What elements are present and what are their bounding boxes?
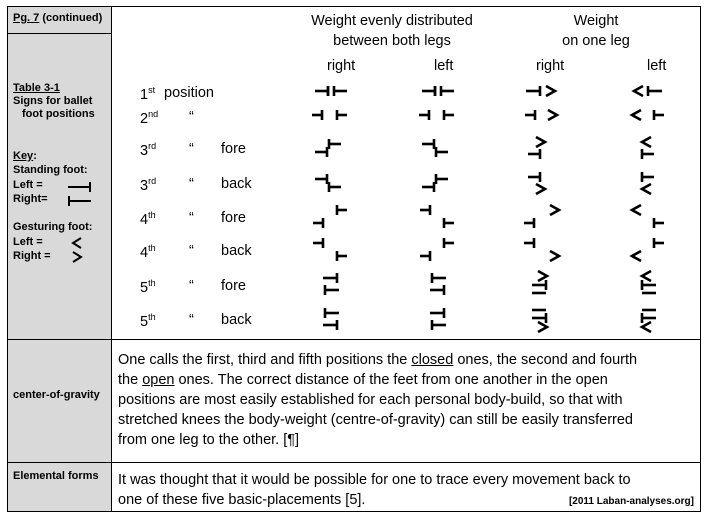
- cog-label: center-of-gravity: [13, 389, 100, 401]
- header-even: Weight evenly distributed between both legs: [311, 13, 473, 49]
- main-content: [112, 7, 700, 511]
- foot-sign-icon: [520, 100, 564, 130]
- foot-sign-icon: [520, 304, 564, 334]
- document-frame: [7, 6, 701, 512]
- sidebar-divider-1: [8, 339, 112, 340]
- foot-sign-icon: [416, 304, 460, 334]
- page-label: Pg. 7 (continued): [13, 12, 103, 24]
- row-label-number: 5th: [140, 312, 156, 330]
- cog-paragraph: One calls the first, third and fifth positions the closed ones, the second and fourth the open ones. The correct distance of the feet from one another in the open positions are most easily established for each personal body-build, so that with stretched knees the body-weight (centre-of-gravity) can still be easily transferred from one leg to the other. [¶]: [118, 352, 638, 448]
- row-label-ditto: “: [189, 210, 194, 226]
- row-label-number: 4th: [140, 243, 156, 261]
- subheader-left-1: left: [434, 58, 454, 74]
- subheader-left-2: left: [647, 58, 667, 74]
- foot-sign-icon: [520, 133, 564, 163]
- foot-sign-icon: [416, 235, 460, 265]
- foot-sign-icon: [416, 100, 460, 130]
- row-label-number: 5th: [140, 278, 156, 296]
- sidebar-divider-2: [8, 462, 112, 463]
- header-one: Weight on one leg: [562, 13, 630, 49]
- gest-left-label: Left =: [13, 236, 43, 248]
- row-label-word: back: [221, 176, 252, 192]
- subheader-right-1: right: [327, 58, 356, 74]
- foot-sign-icon: [626, 168, 670, 198]
- foot-sign-icon: [309, 133, 353, 163]
- foot-sign-icon: [309, 168, 353, 198]
- key-standing-left-icon: [66, 181, 96, 193]
- row-label-ditto: “: [189, 243, 194, 259]
- foot-sign-icon: [626, 202, 670, 232]
- foot-sign-icon: [416, 133, 460, 163]
- key-standing-right-icon: [66, 195, 96, 207]
- foot-sign-icon: [309, 100, 353, 130]
- row-label-ditto: “: [189, 312, 194, 328]
- row-label-word: back: [221, 243, 252, 259]
- row-divider-2: [112, 462, 700, 463]
- foot-sign-icon: [520, 235, 564, 265]
- foot-sign-icon: [626, 269, 670, 299]
- row-divider-1: [112, 339, 700, 340]
- foot-sign-icon: [309, 202, 353, 232]
- sidebar: [8, 7, 112, 511]
- table-desc-1: Signs for ballet: [13, 95, 93, 107]
- foot-sign-icon: [520, 168, 564, 198]
- key-label: Key:: [13, 150, 37, 162]
- row-label-number: 3rd: [140, 141, 157, 159]
- foot-sign-icon: [520, 269, 564, 299]
- foot-sign-icon: [416, 269, 460, 299]
- row-label-number: 2nd: [140, 109, 159, 127]
- row-label-number: 1st: [140, 85, 156, 103]
- table-label: Table 3-1: [13, 82, 60, 94]
- foot-sign-icon: [626, 100, 670, 130]
- foot-sign-icon: [626, 235, 670, 265]
- elemental-label: Elemental forms: [13, 470, 99, 482]
- subheader-right-2: right: [536, 58, 565, 74]
- row-label-word: back: [221, 312, 252, 328]
- foot-sign-icon: [626, 304, 670, 334]
- foot-sign-icon: [416, 168, 460, 198]
- row-label-ditto: “: [189, 109, 194, 125]
- standing-right-label: Right=: [13, 193, 48, 205]
- key-gesturing-left-icon: [71, 237, 83, 249]
- row-label-ditto: “: [189, 141, 194, 157]
- standing-label: Standing foot:: [13, 164, 88, 176]
- foot-sign-icon: [416, 202, 460, 232]
- row-label-number: 3rd: [140, 176, 157, 194]
- foot-sign-icon: [520, 202, 564, 232]
- row-label-word: position: [164, 85, 214, 101]
- key-gesturing-right-icon: [71, 251, 83, 263]
- copyright: [2011 Laban-analyses.org]: [568, 496, 694, 507]
- elemental-paragraph: It was thought that it would be possible for one to trace every movement back to one of these five basic-placements [5].: [118, 472, 631, 508]
- row-label-word: fore: [221, 210, 246, 226]
- row-label-ditto: “: [189, 278, 194, 294]
- row-label-number: 4th: [140, 210, 156, 228]
- sidebar-divider-0: [8, 33, 112, 34]
- standing-left-label: Left =: [13, 179, 43, 191]
- row-label-word: fore: [221, 141, 246, 157]
- row-label-ditto: “: [189, 176, 194, 192]
- foot-sign-icon: [309, 235, 353, 265]
- gest-right-label: Right =: [13, 250, 51, 262]
- foot-sign-icon: [626, 133, 670, 163]
- row-label-word: fore: [221, 278, 246, 294]
- foot-sign-icon: [309, 269, 353, 299]
- foot-sign-icon: [309, 304, 353, 334]
- table-desc-2: foot positions: [22, 108, 95, 120]
- gesturing-label: Gesturing foot:: [13, 221, 93, 233]
